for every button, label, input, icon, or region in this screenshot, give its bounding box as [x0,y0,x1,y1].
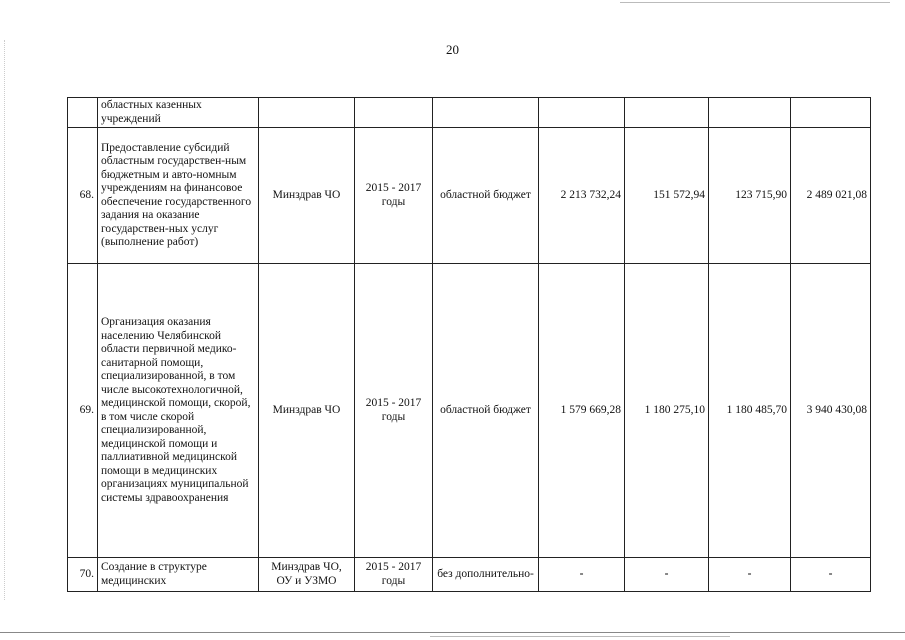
row-value-2017: 123 715,90 [709,128,791,264]
row-executor: Минздрав ЧО [259,264,355,558]
row-value-2015: 1 579 669,28 [539,264,625,558]
row-period: 2015 - 2017 годы [355,128,433,264]
row-value-total: 3 940 430,08 [791,264,871,558]
scan-top-rule [620,2,890,3]
row-value-total: - [791,558,871,592]
row-source: областной бюджет [433,128,539,264]
row-number [68,98,98,128]
table-row [68,264,871,558]
table-row [68,558,871,592]
page-number: 20 [446,42,459,57]
row-executor [259,98,355,128]
row-period: 2015 - 2017 годы [355,558,433,592]
program-table [67,97,871,592]
row-number: 68. [68,128,98,264]
row-value-2015: 2 213 732,24 [539,128,625,264]
row-value-2015 [539,98,625,128]
row-value-total [791,98,871,128]
table-row [68,98,871,128]
row-period [355,98,433,128]
scan-bottom-rule-secondary [430,636,730,637]
row-description: Создание в структуре медицинских [98,558,259,592]
row-period: 2015 - 2017 годы [355,264,433,558]
row-executor: Минздрав ЧО, ОУ и УЗМО [259,558,355,592]
row-value-2017: - [709,558,791,592]
row-description: Организация оказания населению Челябинской области первичной медико-санитарной помощи, специализированной, в том числе высокотехнологичной, медицинской помощи, скорой, в том числе скорой специализированной, медицинской помощи и паллиативной медицинской помощи в медицинских организациях муниципальной системы здравоохранения [98,264,259,558]
row-source: без дополнительно- [433,558,539,592]
row-source: областной бюджет [433,264,539,558]
row-number: 70. [68,558,98,592]
row-value-2017: 1 180 485,70 [709,264,791,558]
row-number: 69. [68,264,98,558]
table-row [68,128,871,264]
row-source [433,98,539,128]
row-value-2016: 1 180 275,10 [625,264,709,558]
scan-left-edge [4,40,11,600]
row-value-total: 2 489 021,08 [791,128,871,264]
row-value-2016 [625,98,709,128]
row-value-2015: - [539,558,625,592]
row-executor: Минздрав ЧО [259,128,355,264]
row-description: Предоставление субсидий областным государствен-ным бюджетным и авто-номным учреждениям на финансовое обеспечение государственного задания на оказание государствен-ных услуг (выполнение работ) [98,128,259,264]
row-description: областных казенных учреждений [98,98,259,128]
row-value-2016: 151 572,94 [625,128,709,264]
row-value-2017 [709,98,791,128]
scan-bottom-rule [0,632,905,633]
row-value-2016: - [625,558,709,592]
